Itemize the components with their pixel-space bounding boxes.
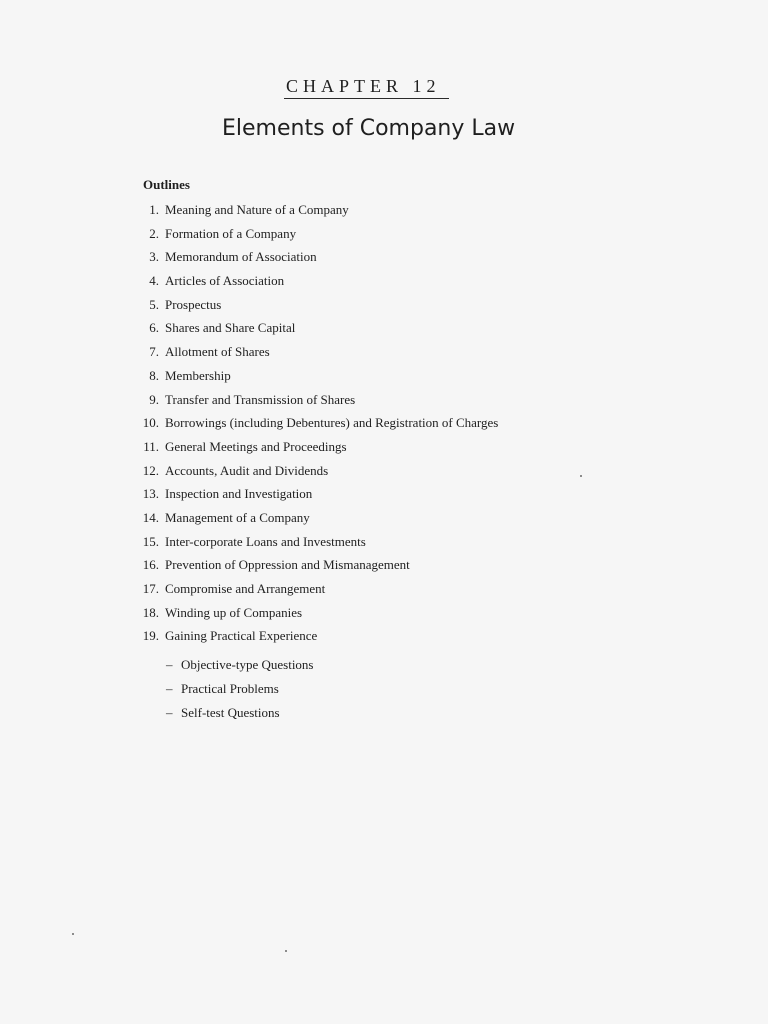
item-number: 2.: [149, 225, 159, 241]
item-text: Prospectus: [165, 296, 222, 312]
outline-item: [130, 438, 550, 462]
item-number: 4.: [149, 273, 159, 289]
outline-list: [130, 201, 550, 651]
item-number: 17.: [142, 581, 159, 596]
outline-item: [130, 201, 550, 225]
item-text: Transfer and Transmission of Shares: [165, 391, 356, 407]
scan-speck: [72, 933, 74, 935]
item-number: 13.: [142, 486, 159, 502]
outline-item: [130, 509, 550, 533]
outline-item: [130, 296, 550, 320]
item-text: Shares and Share Capital: [165, 320, 296, 336]
item-number: 7.: [149, 344, 159, 360]
item-text: Inspection and Investigation: [165, 486, 313, 502]
sub-item-text: Self-test Questions: [181, 705, 280, 720]
item-text: Articles of Association: [165, 273, 285, 289]
item-number: 14.: [142, 509, 159, 525]
dash-bullet: –: [166, 657, 173, 672]
outline-item: [130, 343, 550, 367]
outline-item: [130, 485, 550, 509]
item-text: Accounts, Audit and Dividends: [165, 462, 329, 478]
item-text: Memorandum of Association: [165, 249, 317, 265]
item-text: Gaining Practical Experience: [165, 628, 318, 644]
outline-item: [130, 248, 550, 272]
item-text: Formation of a Company: [165, 225, 297, 241]
outline-item: [130, 367, 550, 391]
sub-list-item: [166, 680, 314, 704]
item-text: Winding up of Companies: [165, 604, 303, 620]
item-text: Meaning and Nature of a Company: [165, 202, 349, 217]
outline-item: [130, 272, 550, 296]
item-number: 5.: [149, 296, 159, 312]
item-text: Borrowings (including Debentures) and Registration of Charges: [165, 415, 499, 431]
chapter-title: Elements of Company Law: [222, 116, 516, 141]
scan-speck: [285, 950, 287, 952]
sub-list-item: [166, 656, 314, 680]
item-text: Allotment of Shares: [165, 344, 270, 360]
item-number: 3.: [149, 249, 159, 265]
dash-bullet: –: [166, 705, 173, 720]
outline-item: [130, 414, 550, 438]
item-number: 6.: [149, 320, 159, 336]
item-number: 11.: [143, 438, 159, 454]
outline-item: [130, 391, 550, 415]
outline-item: [130, 604, 550, 628]
item-text: Management of a Company: [165, 509, 310, 525]
sub-item-text: Objective-type Questions: [181, 657, 314, 672]
item-text: Membership: [165, 367, 231, 383]
item-number: 19.: [142, 628, 159, 644]
chapter-underline: [284, 98, 449, 99]
item-number: 1.: [149, 202, 159, 217]
item-number: 15.: [142, 533, 159, 549]
outline-item: [130, 627, 550, 651]
outline-item: [130, 556, 550, 580]
item-number: 9.: [149, 391, 159, 407]
outline-item: [130, 533, 550, 557]
item-text: Prevention of Oppression and Mismanagement: [165, 557, 410, 573]
outline-item: [130, 462, 550, 486]
item-text: Compromise and Arrangement: [165, 581, 326, 596]
scan-speck: [580, 475, 582, 477]
outlines-heading: Outlines: [143, 177, 190, 192]
sub-list-item: [166, 704, 314, 728]
outline-item: [130, 319, 550, 343]
item-text: General Meetings and Proceedings: [165, 438, 347, 454]
chapter-label: CHAPTER 12: [286, 76, 441, 96]
outline-item: [130, 580, 550, 604]
sub-item-text: Practical Problems: [181, 681, 279, 696]
item-number: 16.: [142, 557, 159, 573]
dash-bullet: –: [166, 681, 173, 696]
item-number: 8.: [149, 367, 159, 383]
practical-sub-list: [166, 656, 314, 728]
item-number: 18.: [142, 604, 159, 620]
item-text: Inter-corporate Loans and Investments: [165, 533, 366, 549]
outline-item: [130, 225, 550, 249]
item-number: 12.: [142, 462, 159, 478]
item-number: 10.: [142, 415, 159, 431]
